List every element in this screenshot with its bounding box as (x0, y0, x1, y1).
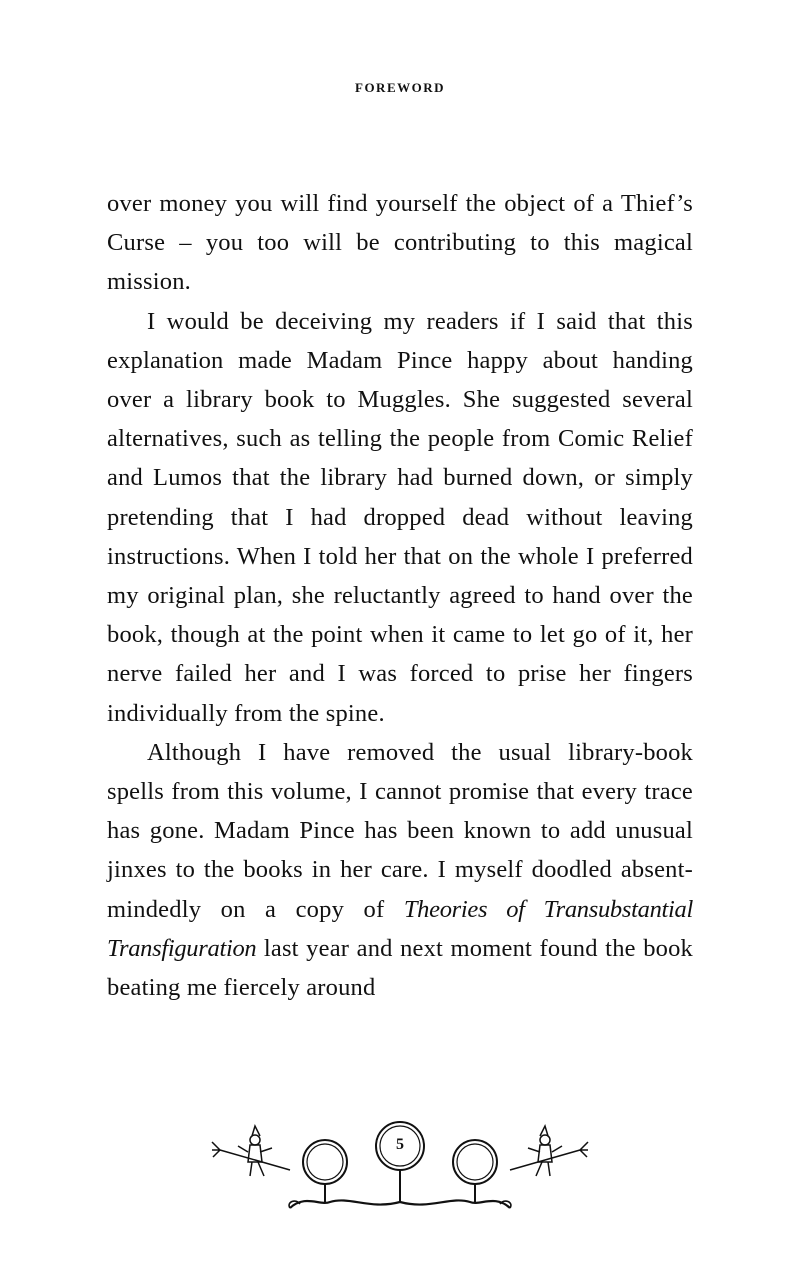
running-header: FOREWORD (355, 80, 445, 95)
paragraph-3 (107, 733, 693, 1007)
paragraph-2: I would be deceiving my readers if I said that this explanation made Madam Pince happy about handing over a library book to Muggles. She suggested several alternatives, such as telling the people from Comic Relief and Lumos that the library had burned down, or simply pretending that I had dropped dead without leaving instructions. When I told her that on the whole I preferred my original plan, she reluctantly agreed to hand over the book, though at the point when it came to let go of it, her nerve failed her and I was forced to prise her fingers individually from the spine. (107, 307, 693, 727)
paragraph-3-start: Although I have removed the usual library-book spells from this volume, I cannot promise that every trace has gone. Madam Pince has been known to add unusual jinxes to the books in her care. I myself doodled absent-mindedly on a copy of (107, 738, 693, 923)
page-number: 5 (396, 1136, 404, 1153)
quidditch-hoops-ornament (210, 1110, 590, 1220)
paragraph-3-end: last year and next moment found the book beating me fiercely around (107, 934, 694, 1002)
paragraph-1: over money you will find yourself the object of a Thief’s Curse – you too will be contributing to this magical mission. (107, 190, 693, 296)
body-text (107, 184, 693, 1007)
book-title-italic: Theories of Transubstantial Transfiguration (107, 895, 693, 962)
